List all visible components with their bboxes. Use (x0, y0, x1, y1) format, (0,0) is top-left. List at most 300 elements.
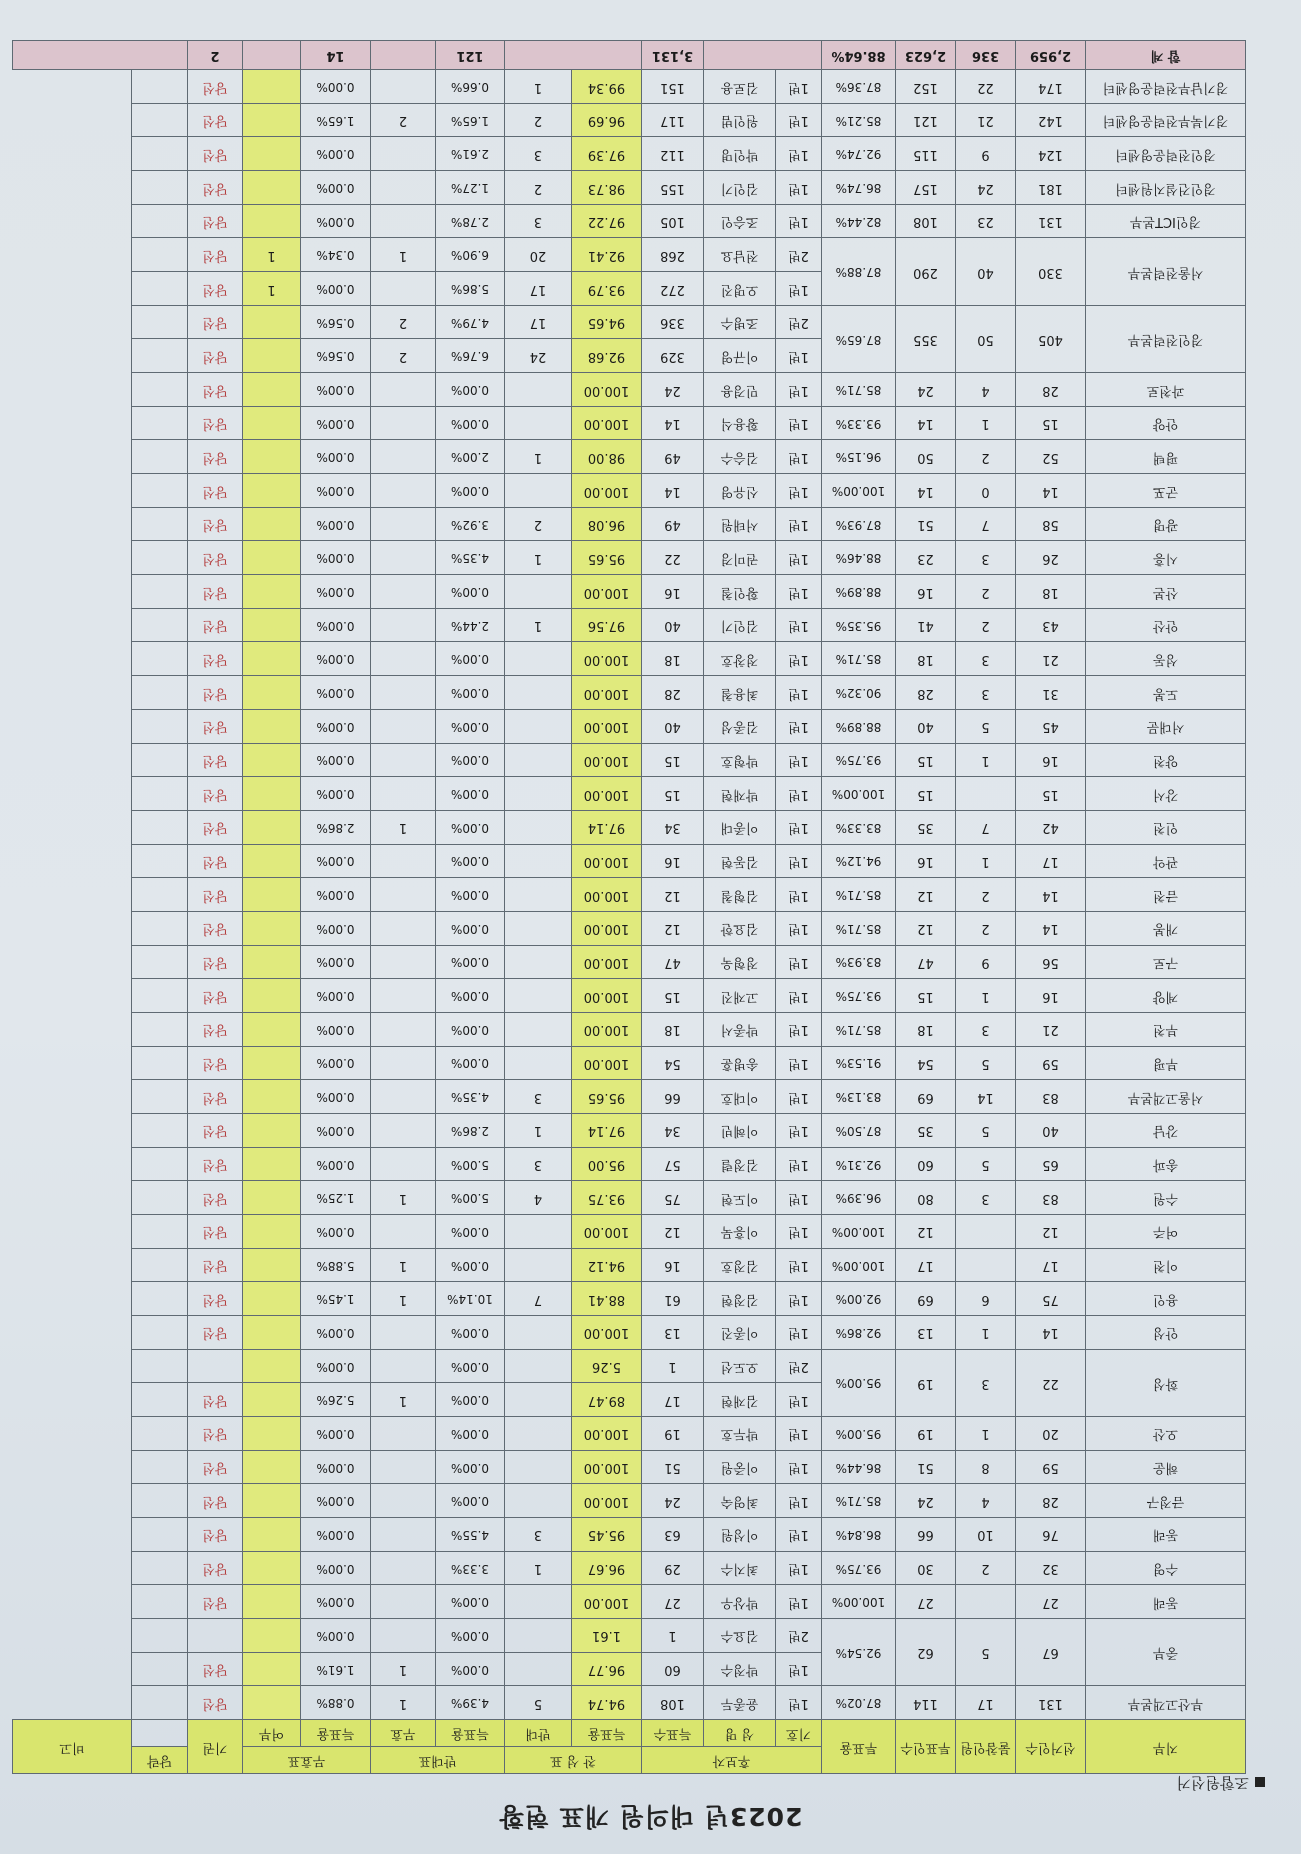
approve-rate-cell: 100.00 (571, 743, 641, 777)
note-cell (131, 440, 187, 474)
abstain-count-cell: 2 (956, 878, 1016, 912)
table-row (13, 1080, 1246, 1114)
abstention-cell (242, 70, 300, 104)
candidate-name-cell: 이흥묵 (704, 1214, 776, 1248)
candidate-name-cell: 정형욱 (704, 945, 776, 979)
note-cell (131, 1484, 187, 1518)
abstention-cell (242, 1686, 300, 1720)
oppose-rate-cell: 4.35% (435, 541, 504, 575)
approve-votes-cell: 16 (641, 844, 703, 878)
approve-votes-cell: 12 (641, 878, 703, 912)
abstention-cell: 1 (242, 272, 300, 306)
oppose-rate-cell: 0.00% (435, 878, 504, 912)
note-cell (131, 1618, 187, 1652)
approve-rate-cell: 93.75 (571, 1181, 641, 1215)
votes-cell: 27 (896, 1585, 956, 1619)
votes-cell: 114 (896, 1686, 956, 1720)
oppose-rate-cell: 5.00% (435, 1181, 504, 1215)
voters-cell: 12 (1016, 1214, 1086, 1248)
approve-rate-cell: 100.00 (571, 945, 641, 979)
header-region: 지부 (1086, 1720, 1246, 1774)
candidate-number-cell: 1번 (776, 1012, 822, 1046)
oppose-rate-cell: 0.00% (435, 777, 504, 811)
total-turnout: 88.64% (822, 41, 896, 70)
turnout-cell: 87.50% (822, 1113, 896, 1147)
turnout-cell: 95.00% (822, 1349, 896, 1416)
invalid-rate-cell: 0.00% (300, 406, 370, 440)
votes-cell: 35 (896, 1113, 956, 1147)
voters-cell: 65 (1016, 1147, 1086, 1181)
header-invalid-votes: 무효 (370, 1720, 435, 1747)
voters-cell: 40 (1016, 1113, 1086, 1147)
candidate-name-cell: 김요수 (704, 1618, 776, 1652)
invalid-rate-cell: 0.00% (300, 1012, 370, 1046)
result-cell (187, 1618, 242, 1652)
invalid-votes-cell (370, 541, 435, 575)
votes-cell: 12 (896, 878, 956, 912)
abstain-count-cell: 1 (956, 844, 1016, 878)
invalid-votes-cell: 2 (370, 305, 435, 339)
candidate-number-cell: 1번 (776, 911, 822, 945)
voters-cell: 76 (1016, 1517, 1086, 1551)
abstention-cell (242, 642, 300, 676)
approve-rate-cell: 94.65 (571, 305, 641, 339)
abstention-cell (242, 1248, 300, 1282)
approve-votes-cell: 18 (641, 1012, 703, 1046)
candidate-name-cell: 고재진 (704, 979, 776, 1013)
result-cell: 당선 (187, 103, 242, 137)
invalid-rate-cell: 0.00% (300, 474, 370, 508)
candidate-name-cell: 윤종두 (704, 1686, 776, 1720)
approve-votes-cell: 268 (641, 238, 703, 272)
votes-cell: 157 (896, 171, 956, 205)
candidate-name-cell: 박상우 (704, 1585, 776, 1619)
invalid-votes-cell (370, 911, 435, 945)
invalid-votes-cell (370, 743, 435, 777)
invalid-rate-cell: 0.00% (300, 676, 370, 710)
candidate-number-cell: 1번 (776, 1315, 822, 1349)
invalid-votes-cell (370, 642, 435, 676)
abstain-count-cell: 5 (956, 1113, 1016, 1147)
approve-votes-cell: 15 (641, 777, 703, 811)
approve-rate-cell: 100.00 (571, 878, 641, 912)
region-cell: 안성 (1086, 1315, 1246, 1349)
total-blank (13, 41, 188, 70)
abstain-count-cell: 2 (956, 440, 1016, 474)
approve-votes-cell: 66 (641, 1080, 703, 1114)
approve-rate-cell: 100.00 (571, 642, 641, 676)
region-cell: 과천로 (1086, 373, 1246, 407)
table-row (13, 642, 1246, 676)
invalid-votes-cell (370, 1113, 435, 1147)
note-cell (131, 911, 187, 945)
region-cell: 관악 (1086, 844, 1246, 878)
abstain-count-cell: 22 (956, 70, 1016, 104)
square-bullet-icon (1255, 1778, 1265, 1788)
turnout-cell: 92.00% (822, 1282, 896, 1316)
note-cell (131, 103, 187, 137)
invalid-votes-cell (370, 1517, 435, 1551)
invalid-votes-cell (370, 70, 435, 104)
candidate-name-cell: 권미경 (704, 541, 776, 575)
candidate-name-cell: 최영숙 (704, 1484, 776, 1518)
region-cell: 수원 (1086, 1181, 1246, 1215)
abstain-count-cell: 21 (956, 103, 1016, 137)
abstention-cell (242, 1349, 300, 1383)
invalid-rate-cell: 1.65% (300, 103, 370, 137)
oppose-rate-cell: 0.00% (435, 844, 504, 878)
candidate-number-cell: 1번 (776, 878, 822, 912)
turnout-cell: 85.71% (822, 373, 896, 407)
oppose-rate-cell: 2.44% (435, 608, 504, 642)
invalid-rate-cell: 0.56% (300, 305, 370, 339)
approve-rate-cell: 100.00 (571, 1315, 641, 1349)
oppose-votes-cell: 3 (504, 137, 571, 171)
oppose-rate-cell: 0.00% (435, 1416, 504, 1450)
candidate-number-cell: 1번 (776, 1214, 822, 1248)
candidate-name-cell: 이중원 (704, 1450, 776, 1484)
total-invalid: 14 (300, 41, 370, 70)
candidate-name-cell: 김승수 (704, 440, 776, 474)
note-cell (131, 777, 187, 811)
candidate-number-cell: 1번 (776, 608, 822, 642)
table-row (13, 1181, 1246, 1215)
oppose-votes-cell (504, 1012, 571, 1046)
result-cell: 당선 (187, 440, 242, 474)
candidate-number-cell: 1번 (776, 1517, 822, 1551)
votes-cell: 17 (896, 1248, 956, 1282)
voters-cell: 21 (1016, 642, 1086, 676)
approve-rate-cell: 95.45 (571, 1517, 641, 1551)
region-cell: 강남 (1086, 1113, 1246, 1147)
votes-cell: 60 (896, 1147, 956, 1181)
abstain-count-cell: 24 (956, 171, 1016, 205)
abstain-count-cell: 3 (956, 676, 1016, 710)
note-cell (131, 1383, 187, 1417)
approve-votes-cell: 336 (641, 305, 703, 339)
approve-rate-cell: 89.47 (571, 1383, 641, 1417)
candidate-number-cell: 1번 (776, 1484, 822, 1518)
result-cell: 당선 (187, 406, 242, 440)
approve-votes-cell: 155 (641, 171, 703, 205)
candidate-name-cell: 박종서 (704, 1012, 776, 1046)
header-result: 여부 (242, 1720, 300, 1747)
header-approve-rate: 득표율 (571, 1720, 641, 1747)
result-cell: 당선 (187, 70, 242, 104)
votes-cell: 41 (896, 608, 956, 642)
oppose-votes-cell (504, 676, 571, 710)
candidate-number-cell: 1번 (776, 406, 822, 440)
oppose-rate-cell: 6.90% (435, 238, 504, 272)
candidate-number-cell: 1번 (776, 474, 822, 508)
note-cell (131, 844, 187, 878)
oppose-rate-cell: 0.00% (435, 474, 504, 508)
abstention-cell (242, 945, 300, 979)
invalid-rate-cell: 0.00% (300, 1517, 370, 1551)
approve-rate-cell: 98.00 (571, 440, 641, 474)
abstention-cell (242, 1046, 300, 1080)
table-row (13, 1484, 1246, 1518)
oppose-rate-cell: 5.00% (435, 1147, 504, 1181)
region-cell: 금천 (1086, 878, 1246, 912)
oppose-votes-cell (504, 1315, 571, 1349)
result-cell: 당선 (187, 1416, 242, 1450)
abstention-cell (242, 575, 300, 609)
invalid-rate-cell: 0.00% (300, 1046, 370, 1080)
note-cell (131, 945, 187, 979)
table-row (13, 810, 1246, 844)
result-cell: 당선 (187, 608, 242, 642)
candidate-number-cell: 1번 (776, 171, 822, 205)
result-cell: 당선 (187, 373, 242, 407)
votes-cell: 152 (896, 70, 956, 104)
oppose-votes-cell: 1 (504, 608, 571, 642)
abstention-cell (242, 171, 300, 205)
oppose-votes-cell: 24 (504, 339, 571, 373)
invalid-rate-cell: 0.56% (300, 339, 370, 373)
votes-cell: 15 (896, 979, 956, 1013)
candidate-name-cell: 김인기 (704, 608, 776, 642)
voters-cell: 14 (1016, 1315, 1086, 1349)
turnout-cell: 100.00% (822, 777, 896, 811)
voters-cell: 17 (1016, 844, 1086, 878)
oppose-rate-cell: 0.00% (435, 1349, 504, 1383)
invalid-votes-cell (370, 1484, 435, 1518)
approve-votes-cell: 12 (641, 911, 703, 945)
abstain-count-cell: 2 (956, 575, 1016, 609)
candidate-number-cell: 1번 (776, 844, 822, 878)
table-row (13, 1315, 1246, 1349)
invalid-votes-cell: 1 (370, 1248, 435, 1282)
region-cell: 이천 (1086, 1248, 1246, 1282)
note-cell (131, 272, 187, 306)
note-cell (131, 1113, 187, 1147)
total-abst: 2 (187, 41, 242, 70)
candidate-name-cell: 김정현 (704, 1282, 776, 1316)
note-cell (131, 1181, 187, 1215)
voters-cell: 405 (1016, 305, 1086, 372)
total-blank (242, 41, 300, 70)
abstention-cell (242, 541, 300, 575)
note-cell (131, 1315, 187, 1349)
header-approve-group: 찬 성 표 (504, 1747, 641, 1774)
candidate-name-cell: 최지수 (704, 1551, 776, 1585)
invalid-rate-cell: 0.00% (300, 608, 370, 642)
approve-votes-cell: 151 (641, 70, 703, 104)
abstention-cell (242, 743, 300, 777)
abstention-cell (242, 1315, 300, 1349)
oppose-rate-cell: 5.86% (435, 272, 504, 306)
candidate-name-cell: 이혜빈 (704, 1113, 776, 1147)
abstain-count-cell: 1 (956, 1315, 1016, 1349)
table-row (13, 878, 1246, 912)
result-cell: 당선 (187, 878, 242, 912)
note-cell (131, 743, 187, 777)
region-cell: 부산고객본부 (1086, 1686, 1246, 1720)
invalid-rate-cell: 5.26% (300, 1383, 370, 1417)
approve-rate-cell: 95.65 (571, 1080, 641, 1114)
oppose-rate-cell: 0.00% (435, 373, 504, 407)
approve-rate-cell: 100.00 (571, 979, 641, 1013)
voters-cell: 45 (1016, 709, 1086, 743)
abstain-count-cell: 9 (956, 945, 1016, 979)
votes-cell: 35 (896, 810, 956, 844)
header-abst: 기권 (187, 1720, 242, 1774)
approve-rate-cell: 94.74 (571, 1686, 641, 1720)
invalid-votes-cell (370, 373, 435, 407)
result-cell: 당선 (187, 1214, 242, 1248)
abstention-cell (242, 777, 300, 811)
candidate-number-cell: 1번 (776, 1686, 822, 1720)
votes-cell: 51 (896, 507, 956, 541)
invalid-votes-cell (370, 1080, 435, 1114)
invalid-rate-cell: 0.00% (300, 70, 370, 104)
note-cell (131, 1214, 187, 1248)
votes-cell: 19 (896, 1349, 956, 1416)
turnout-cell: 87.02% (822, 1686, 896, 1720)
approve-votes-cell: 18 (641, 642, 703, 676)
abstain-count-cell: 17 (956, 1686, 1016, 1720)
result-cell: 당선 (187, 676, 242, 710)
approve-rate-cell: 98.73 (571, 171, 641, 205)
oppose-rate-cell: 4.55% (435, 1517, 504, 1551)
note-cell (131, 1450, 187, 1484)
abstention-cell (242, 676, 300, 710)
result-cell: 당선 (187, 171, 242, 205)
region-cell: 광명 (1086, 507, 1246, 541)
approve-votes-cell: 16 (641, 1248, 703, 1282)
result-cell: 당선 (187, 1652, 242, 1686)
header-note: 비고 (13, 1720, 132, 1774)
approve-votes-cell: 29 (641, 1551, 703, 1585)
document-title: 2023년 대의원 개표 현황 (498, 1802, 803, 1831)
table-row (13, 137, 1246, 171)
note-cell (131, 1585, 187, 1619)
oppose-votes-cell: 2 (504, 507, 571, 541)
region-cell: 경인전력운영센터 (1086, 137, 1246, 171)
abstention-cell (242, 608, 300, 642)
voters-cell: 22 (1016, 1349, 1086, 1416)
note-cell (131, 474, 187, 508)
voters-cell: 83 (1016, 1080, 1086, 1114)
note-cell (131, 1349, 187, 1383)
total-abstain: 336 (956, 41, 1016, 70)
candidate-name-cell: 이종진 (704, 1315, 776, 1349)
abstain-count-cell: 1 (956, 979, 1016, 1013)
voters-cell: 67 (1016, 1618, 1086, 1685)
invalid-rate-cell: 0.00% (300, 1113, 370, 1147)
approve-rate-cell: 97.14 (571, 1113, 641, 1147)
invalid-rate-cell: 0.00% (300, 440, 370, 474)
approve-votes-cell: 61 (641, 1282, 703, 1316)
total-blank (370, 41, 435, 70)
note-cell (131, 575, 187, 609)
turnout-cell: 95.00% (822, 1416, 896, 1450)
voters-cell: 43 (1016, 608, 1086, 642)
voters-cell: 174 (1016, 70, 1086, 104)
approve-votes-cell: 13 (641, 1315, 703, 1349)
approve-votes-cell: 51 (641, 1450, 703, 1484)
approve-votes-cell: 49 (641, 440, 703, 474)
table-row (13, 474, 1246, 508)
note-cell (131, 406, 187, 440)
oppose-rate-cell: 0.00% (435, 1618, 504, 1652)
region-cell: 서울고객본부 (1086, 1080, 1246, 1114)
invalid-votes-cell (370, 1214, 435, 1248)
turnout-cell: 93.75% (822, 979, 896, 1013)
table-row (13, 406, 1246, 440)
turnout-cell: 96.15% (822, 440, 896, 474)
turnout-cell: 100.00% (822, 1585, 896, 1619)
oppose-votes-cell (504, 878, 571, 912)
abstention-cell (242, 507, 300, 541)
note-cell (131, 1147, 187, 1181)
votes-cell: 54 (896, 1046, 956, 1080)
votes-cell: 290 (896, 238, 956, 305)
total-voters: 2,959 (1016, 41, 1086, 70)
table-row (13, 777, 1246, 811)
turnout-cell: 85.71% (822, 1484, 896, 1518)
approve-rate-cell: 96.77 (571, 1652, 641, 1686)
turnout-cell: 85.71% (822, 1012, 896, 1046)
votes-cell: 23 (896, 541, 956, 575)
approve-votes-cell: 16 (641, 575, 703, 609)
oppose-rate-cell: 0.00% (435, 1383, 504, 1417)
approve-rate-cell: 95.00 (571, 1147, 641, 1181)
abstention-cell (242, 1450, 300, 1484)
header-invalid-group: 무효표 (242, 1747, 370, 1774)
votes-cell: 16 (896, 575, 956, 609)
approve-votes-cell: 329 (641, 339, 703, 373)
total-blank (704, 41, 822, 70)
invalid-rate-cell: 2.86% (300, 810, 370, 844)
turnout-cell: 88.89% (822, 575, 896, 609)
oppose-votes-cell (504, 777, 571, 811)
region-cell: 경인ICT본부 (1086, 204, 1246, 238)
turnout-cell: 90.32% (822, 676, 896, 710)
oppose-rate-cell: 0.00% (435, 1248, 504, 1282)
invalid-votes-cell (370, 1012, 435, 1046)
oppose-rate-cell: 4.39% (435, 1686, 504, 1720)
voters-cell: 42 (1016, 810, 1086, 844)
voters-cell: 18 (1016, 575, 1086, 609)
turnout-cell: 87.65% (822, 305, 896, 372)
abstention-cell (242, 373, 300, 407)
candidate-name-cell: 김정호 (704, 1248, 776, 1282)
oppose-rate-cell: 0.00% (435, 575, 504, 609)
abstain-count-cell: 23 (956, 204, 1016, 238)
abstention-cell (242, 979, 300, 1013)
invalid-rate-cell: 0.00% (300, 272, 370, 306)
candidate-number-cell: 1번 (776, 1282, 822, 1316)
abstain-count-cell: 8 (956, 1450, 1016, 1484)
abstention-cell (242, 1080, 300, 1114)
votes-cell: 13 (896, 1315, 956, 1349)
region-cell: 동래 (1086, 1517, 1246, 1551)
invalid-votes-cell (370, 1450, 435, 1484)
abstain-count-cell: 3 (956, 642, 1016, 676)
invalid-rate-cell: 0.00% (300, 709, 370, 743)
turnout-cell: 83.13% (822, 1080, 896, 1114)
approve-rate-cell: 96.69 (571, 103, 641, 137)
invalid-rate-cell: 1.45% (300, 1282, 370, 1316)
oppose-votes-cell: 1 (504, 1113, 571, 1147)
abstention-cell (242, 810, 300, 844)
candidate-name-cell: 이규영 (704, 339, 776, 373)
header-invalid-rate: 득표율 (300, 1720, 370, 1747)
turnout-cell: 93.75% (822, 1551, 896, 1585)
approve-votes-cell: 22 (641, 541, 703, 575)
